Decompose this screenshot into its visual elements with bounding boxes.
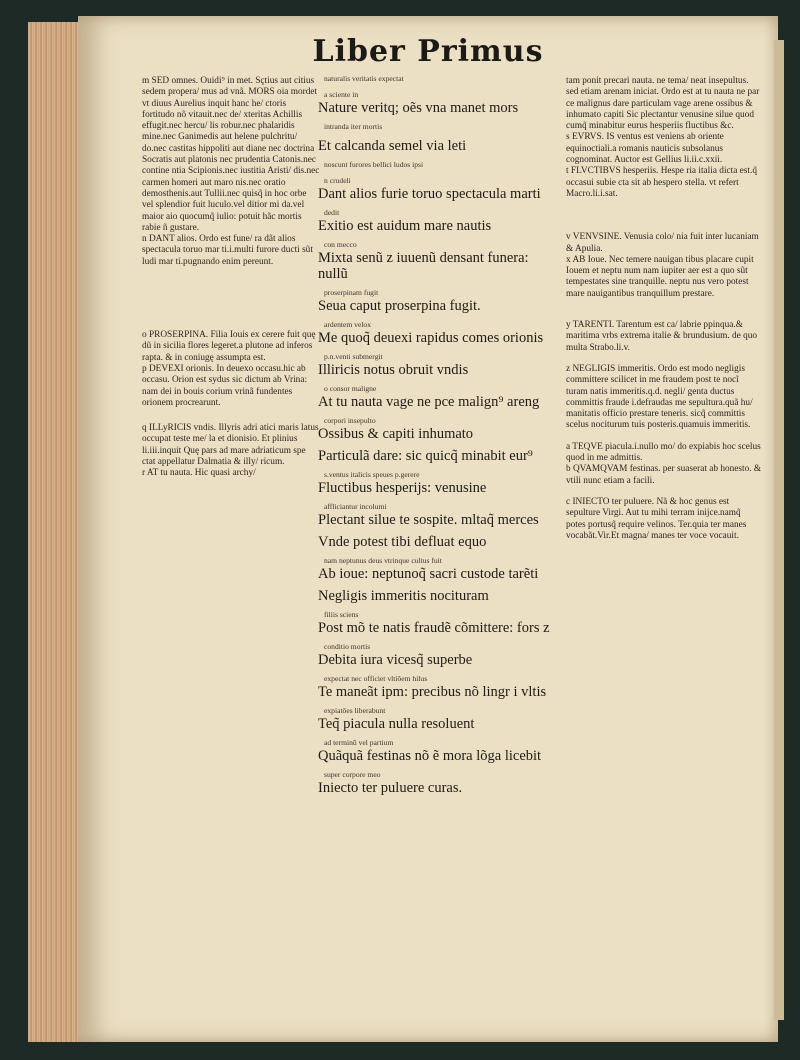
verse-block [318,706,558,732]
verse-line: Particulã dare: sic quicq̃ minabit eur⁹ [318,448,533,464]
verse-line: Nature veritq; oẽs vna manet mors [318,100,519,116]
verse-line: Me quoq̃ deuexi rapidus comes orionis [318,330,544,346]
verse-line: Quãquã festinas nõ ẽ mora lõga licebit [318,748,542,764]
verse-block [318,416,558,442]
verse-block [318,448,558,464]
verse-line: Debita iura vicesq̃ superbe [318,652,473,668]
commentary-paragraph: p DEVEXI orionis. In deuexo occasu.hic ab occasu. Orion est sydus sic dictum ab Vrina: nam dei in bouis corium vrinã fundentes orionem procrearunt. [142,363,308,408]
verse-block [318,738,558,764]
verse-block [318,770,558,796]
verse-line: Iniecto ter puluere curas. [318,780,463,796]
interlinear-gloss: ad terminũ vel partium [324,738,394,747]
interlinear-gloss: nam neptunus deus vtrinque cultus fuit [324,556,442,565]
verse-block [318,176,558,202]
verse-block [318,556,558,582]
verse-block [318,384,558,410]
right-commentary-column [566,76,762,542]
verse-block [318,502,558,528]
center-verse-column [318,74,558,802]
interlinear-gloss: conditio mortis [324,642,371,651]
verse-line: Illiricis notus obruit vndis [318,362,469,378]
interlinear-gloss: expectat nec officiet vltiõem hilus [324,674,428,683]
verse-line: Et calcanda semel via leti [318,138,467,154]
verse-block [318,138,558,154]
left-commentary-column [142,76,320,480]
verse-block [318,642,558,668]
verse-block [318,160,558,170]
commentary-paragraph: n DANT alios. Ordo est fune/ ra dãt alios spectacula toruo mar ti.i.multi furore ducti sũt ludi mar ti.pugnando enim pereunt. [142,234,313,267]
commentary-paragraph: o PROSERPINA. Filia Iouis ex cerere fuit quę dũ in sicilia flores legeret.a plutone ad inferos rapta. & in coniugę assumpta est. [142,330,316,363]
verse-line: Te maneãt ipm: precibus nõ lingr i vltis [318,684,547,700]
verse-block [318,240,558,282]
verse-block [318,470,558,496]
verse-block [318,534,558,550]
commentary-paragraph: v VENVSINE. Venusia colo/ nia fuit inter lucaniam & Apulia. [566,232,759,254]
page-right-edge [774,40,784,1020]
interlinear-gloss: corpori insepulto [324,416,376,425]
interlinear-gloss: noscunt furores bellici ludos ipsi [324,160,424,169]
commentary-paragraph: q ILLyRICIS vndis. Illyris adri atici maris latus occupat teste me/ la et dionisio. Et plinius li.iii.inquit Quę pars ad mare adriaticum spe ctat appellatur Dalmatia & illy/ ricum. [142,423,319,468]
verse-line: Vnde potest tibi defluat equo [318,534,487,550]
verse-line: Ab ioue: neptunoq̃ sacri custode tarẽti [318,566,539,582]
interlinear-gloss: n crudeli [324,176,351,185]
verse-line: Post mõ te natis fraudẽ cõmittere: fors z [318,620,550,636]
interlinear-gloss: ardentem velox [324,320,372,329]
verse-line: Seua caput proserpina fugit. [318,298,481,314]
verse-block [318,208,558,234]
commentary-paragraph: z NEGLIGIS immeritis. Ordo est modo negligis committere scilicet in me fraudem post te nocĩ turam natis immeritis.q.d. negli/ genta ductus committis fraude i.defraudas me sepultura.quã hu/ manitatis officio prestare teneris. sicq̃ committis scelus nociturum tuis posteris.quamuis immeritis. [566,363,753,431]
interlinear-gloss: p.n.venti submergit [324,352,383,361]
commentary-paragraph: tam ponit precari nauta. ne tema/ neat insepultus. sed etiam arenam iniciat. Ordo est at tu nauta ne par ce malignus dare particulam vage arene ossibus & inhumato capiti Sic plectantur venusine silue quod cumq̃ minabitur eurus hesperiis fluctibus &c. [566,76,760,132]
interlinear-gloss: dedit [324,208,340,217]
commentary-paragraph: c INIECTO ter puluere. Nã & hoc genus est sepulture Virgi. Aut tu mihi terram inijce.namq̃ potes portusq̃ require velinos. Ter.quia ter manes vocabãt.Vir.Et magna/ manes ter voce vocauit. [566,496,747,541]
verse-block [318,674,558,700]
interlinear-gloss: s.ventus italicis speues p.gerere [324,470,420,479]
book-page [78,16,778,1042]
verse-block [318,74,558,84]
verse-block [318,588,558,604]
interlinear-gloss: o consor maligne [324,384,377,393]
verse-line: Negligis immeritis nocituram [318,588,489,604]
interlinear-gloss: filiis sciens [324,610,359,619]
interlinear-gloss: intranda iter mortis [324,122,383,131]
verse-block [318,288,558,314]
verse-line: Plectant silue te sospite. mltaq̃ merces [318,512,539,528]
page-edge-stack [28,22,80,1042]
commentary-paragraph: s EVRVS. IS ventus est veniens ab oriente equinoctiali.a romanis nauticis subsolanus cognominat. Auctor est Gellius li.ii.c.xxii. [566,132,724,166]
verse-block [318,122,558,132]
interlinear-gloss: naturalis veritatis expectat [324,74,404,83]
interlinear-gloss: a sciente in [324,90,359,99]
commentary-paragraph: r AT tu nauta. Hic quasi archy/ [142,468,256,479]
commentary-paragraph: y TARENTI. Tarentum est ca/ labrie ppinqua.& maritima vrbs extrema italie & brundusium. de quo multa Strabo.li.v. [566,320,758,353]
verse-block [318,352,558,378]
verse-line: Ossibus & capiti inhumato [318,426,474,442]
verse-line: Exitio est auidum mare nautis [318,218,492,234]
commentary-paragraph: t FLVCTIBVS hesperiis. Hespe ria italia dicta est.q̃ occasui subie cta sit ab hespero stella. vt refert Macro.li.i.sat. [566,166,757,199]
interlinear-gloss: proserpinam fugit [324,288,379,297]
interlinear-gloss: affliciantur incolumi [324,502,387,511]
verse-line: Mixta senũ z iuuenũ densant funera: nullũ [318,250,529,282]
commentary-paragraph: b QVAMQVAM festinas. per suaserat ab honesto. & vtili nunc etiam a facili. [566,464,762,486]
verse-line: Dant alios furie toruo spectacula marti [318,186,541,202]
verse-block [318,90,558,116]
interlinear-gloss: con mecco [324,240,357,249]
interlinear-gloss: expiatões liberabunt [324,706,386,715]
verse-line: Teq̃ piacula nulla resoluent [318,716,475,732]
verse-block [318,610,558,636]
verse-line: At tu nauta vage ne pce malign⁹ areng [318,394,540,410]
verse-line: Fluctibus hesperijs: venusine [318,480,487,496]
commentary-paragraph: x AB Ioue. Nec temere nauigan tibus placare cupit Iouem et neptu num nam iupiter aer est a quo sũt tempestates sine tranquille. neptu nus vero potest mare nauigantibus tranquillum prestare. [566,254,754,299]
commentary-paragraph: a TEQVE piacula.i.nullo mo/ do expiabis hoc scelus quod in me admittis. [566,441,761,464]
verse-block [318,320,558,346]
interlinear-gloss: super corpore meo [324,770,381,779]
commentary-paragraph: m SED omnes. Ouidi⁹ in met. Sçtius aut citius sedem propera/ mus ad vnã. MORS oia mordet vt diuus Aurelius inquit hanc he/ ctoris fortitudo nõ vitauit.nec de/ xteritas Achillis effugit.nec hercu/ lis robur.nec phalaridis mine.nec Ganimedis aut helene pulchritu/ do.nec castitas hippoliti aut diane nec doctrina Socratis aut platonis nec prudentia Catonis.nec contine ntia Scipionis.nec iustitia Aristi/ dis.nec carmen homeri aut maro nis.nec oratio demosthenis.aut Tullii.nec quisq̃ in hoc orbe vel splendior fuit luculo.vel ditior mi da.vel maior aio quocumq̃ iulio: potuit hãc mortis rabie ñ gustare. [142,76,320,233]
page-title: Liber Primus [312,34,544,69]
